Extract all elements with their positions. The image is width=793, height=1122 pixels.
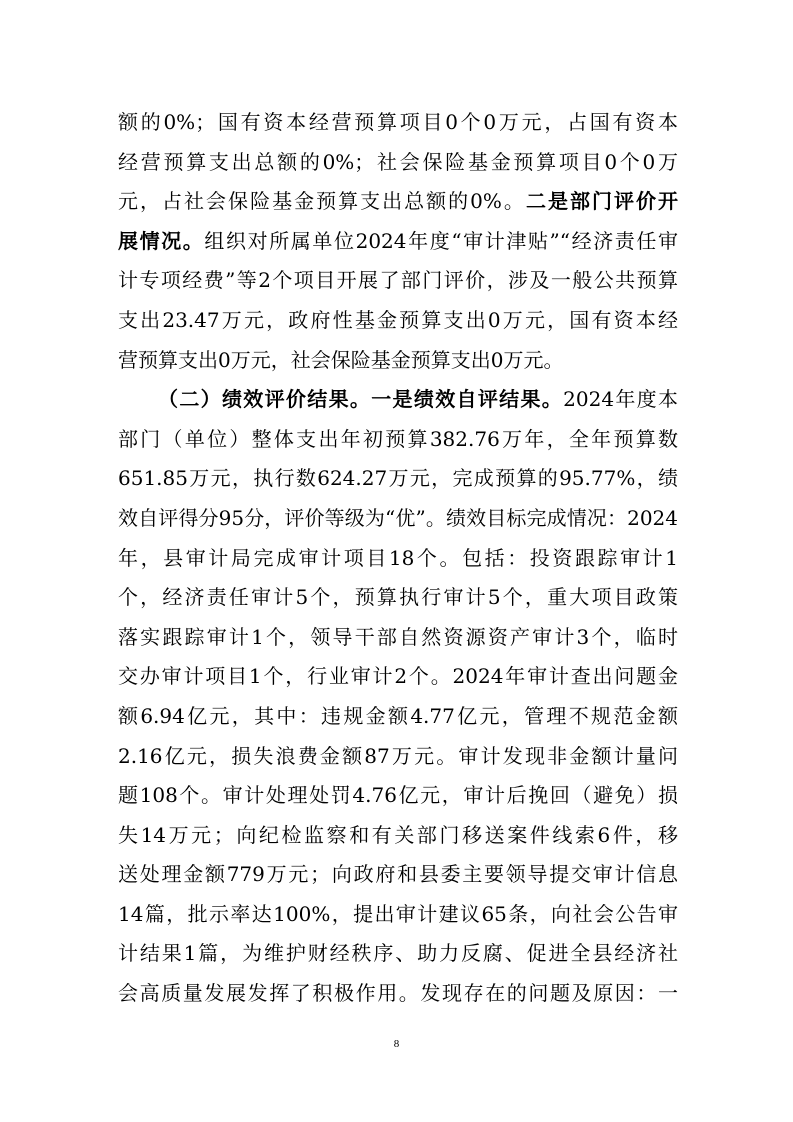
text-run: 元，占社会保险基金预算支出总额的0%。	[118, 189, 526, 214]
text-line	[118, 380, 678, 420]
text-line: 651.85万元，执行数624.27万元，完成预算的95.77%，绩	[118, 466, 678, 491]
text-line: 2.16亿元，损失浪费金额87万元。审计发现非金额计量问	[118, 743, 678, 768]
text-line: 会高质量发展发挥了积极作用。发现存在的问题及原因：一	[118, 981, 678, 1006]
text-line	[118, 222, 678, 262]
page-number: 8	[393, 1038, 400, 1050]
text-line: 年，县审计局完成审计项目18个。包括：投资跟踪审计1	[118, 545, 678, 570]
text-line: 计专项经费”等2个项目开展了部门评价，涉及一般公共预算	[118, 268, 678, 293]
bold-heading-run: 展情况。	[118, 228, 205, 253]
paragraph-evaluation-scope	[118, 103, 678, 380]
text-line: 效自评得分95分，评价等级为“优”。绩效目标完成情况：2024	[118, 505, 678, 530]
bold-heading-run: 二是部门评价开	[525, 189, 679, 214]
text-line: 14篇，批示率达100%，提出审计建议65条，向社会公告审	[118, 901, 678, 926]
text-line: 额的0%；国有资本经营预算项目0个0万元，占国有资本	[118, 110, 678, 134]
text-line: 落实跟踪审计1个，领导干部自然资源资产审计3个，临时	[118, 624, 678, 649]
body-text	[118, 103, 678, 1014]
text-line: 额6.94亿元，其中：违规金额4.77亿元，管理不规范金额	[118, 703, 678, 728]
section-heading: （二）绩效评价结果。一是绩效自评结果。	[158, 387, 564, 412]
text-line: 题108个。审计处理处罚4.76亿元，审计后挽回（避免）损	[118, 783, 678, 808]
paragraph-evaluation-results	[118, 380, 678, 1014]
text-line: 计结果1篇，为维护财经秩序、助力反腐、促进全县经济社	[118, 941, 678, 966]
text-line: 失14万元；向纪检监察和有关部门移送案件线索6件，移	[118, 822, 678, 847]
text-line: 个，经济责任审计5个，预算执行审计5个，重大项目政策	[118, 585, 678, 610]
text-line: 经营预算支出总额的0%；社会保险基金预算项目0个0万	[118, 149, 678, 174]
text-line: 营预算支出0万元，社会保险基金预算支出0万元。	[118, 347, 564, 372]
text-run: 组织对所属单位2024年度“审计津贴”“经济责任审	[204, 228, 678, 253]
text-line: 送处理金额779万元；向政府和县委主要领导提交审计信息	[118, 862, 678, 887]
text-line: 交办审计项目1个，行业审计2个。2024年审计查出问题金	[118, 664, 678, 689]
text-line: 支出23.47万元，政府性基金预算支出0万元，国有资本经	[118, 307, 678, 332]
text-run: 2024年度本	[563, 387, 679, 412]
text-line: 部门（单位）整体支出年初预算382.76万年，全年预算数	[118, 426, 678, 451]
text-line	[118, 182, 678, 222]
